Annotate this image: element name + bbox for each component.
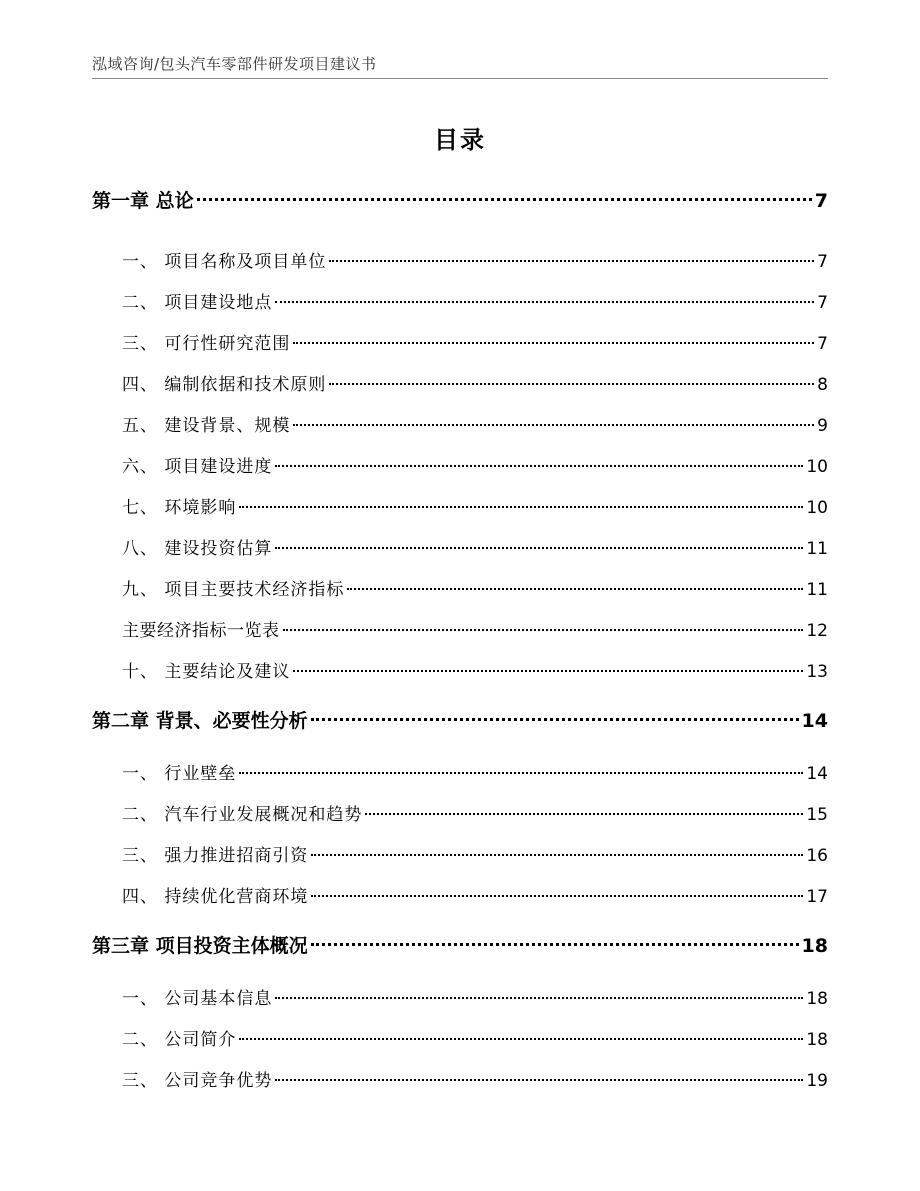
toc-leader-dots <box>329 260 814 262</box>
toc-entry-label: 三、 强力推进招商引资 <box>122 846 309 866</box>
toc-entry-label: 第一章 总论 <box>92 190 194 212</box>
toc-entry-label: 一、 项目名称及项目单位 <box>122 252 327 272</box>
toc-leader-dots <box>311 943 799 946</box>
toc-leader-dots <box>293 342 814 344</box>
toc-page-number: 18 <box>801 935 828 957</box>
toc-page-number: 10 <box>806 457 828 477</box>
toc-page-number: 13 <box>806 662 828 682</box>
header-divider <box>92 78 828 79</box>
toc-chapter-3[interactable] <box>92 931 828 958</box>
toc-page-number: 7 <box>814 190 828 212</box>
toc-leader-dots <box>275 547 803 549</box>
running-header: 泓域咨询/包头汽车零部件研发项目建议书 <box>92 55 377 73</box>
toc-entry-label: 主要经济指标一览表 <box>122 621 280 641</box>
toc-page-number: 19 <box>806 1071 828 1091</box>
toc-entry-label: 第三章 项目投资主体概况 <box>92 935 308 957</box>
toc-section[interactable] <box>92 882 828 907</box>
toc-entry-label: 九、 项目主要技术经济指标 <box>122 580 345 600</box>
toc-leader-dots <box>329 383 814 385</box>
toc-leader-dots <box>275 1079 803 1081</box>
toc-page-number: 7 <box>817 252 828 272</box>
toc-leader-dots <box>283 629 804 631</box>
toc-page-number: 7 <box>817 334 828 354</box>
toc-page-number: 10 <box>806 498 828 518</box>
toc-leader-dots <box>347 588 803 590</box>
toc-leader-dots <box>311 895 803 897</box>
toc-entry-label: 五、 建设背景、规模 <box>122 416 291 436</box>
toc-section[interactable] <box>92 411 828 436</box>
toc-page-number: 18 <box>806 1030 828 1050</box>
toc-leader-dots <box>239 506 803 508</box>
toc-chapter-2[interactable] <box>92 706 828 733</box>
toc-section[interactable] <box>92 984 828 1009</box>
toc-leader-dots <box>293 670 803 672</box>
toc-section[interactable] <box>92 616 828 641</box>
toc-page-number: 16 <box>806 846 828 866</box>
toc-section[interactable] <box>92 288 828 313</box>
toc-section[interactable] <box>92 370 828 395</box>
toc-leader-dots <box>311 718 799 721</box>
toc-entry-label: 七、 环境影响 <box>122 498 237 518</box>
toc-page-number: 7 <box>817 293 828 313</box>
toc-page-number: 15 <box>806 805 828 825</box>
toc-section[interactable] <box>92 247 828 272</box>
toc-entry-label: 一、 公司基本信息 <box>122 989 273 1009</box>
toc-leader-dots <box>197 198 812 201</box>
toc-leader-dots <box>311 854 803 856</box>
toc-entry-label: 二、 公司简介 <box>122 1030 237 1050</box>
toc-page-number: 8 <box>817 375 828 395</box>
toc-leader-dots <box>365 813 803 815</box>
toc-entry-label: 第二章 背景、必要性分析 <box>92 710 308 732</box>
toc-entry-label: 一、 行业壁垒 <box>122 764 237 784</box>
toc-entry-label: 二、 汽车行业发展概况和趋势 <box>122 805 363 825</box>
toc-section[interactable] <box>92 534 828 559</box>
toc-page-number: 12 <box>806 621 828 641</box>
toc-section[interactable] <box>92 575 828 600</box>
toc-chapter-1[interactable] <box>92 186 828 213</box>
toc-leader-dots <box>293 424 814 426</box>
toc-section[interactable] <box>92 841 828 866</box>
toc-section[interactable] <box>92 1066 828 1091</box>
page-title: 目录 <box>434 126 486 154</box>
toc-leader-dots <box>275 301 814 303</box>
toc-section[interactable] <box>92 800 828 825</box>
toc-entry-label: 八、 建设投资估算 <box>122 539 273 559</box>
toc-leader-dots <box>239 1038 803 1040</box>
toc-entry-label: 十、 主要结论及建议 <box>122 662 291 682</box>
toc-section[interactable] <box>92 657 828 682</box>
toc-entry-label: 二、 项目建设地点 <box>122 293 273 313</box>
toc-entry-label: 四、 持续优化营商环境 <box>122 887 309 907</box>
toc-page-number: 18 <box>806 989 828 1009</box>
toc-section[interactable] <box>92 759 828 784</box>
toc-page-number: 17 <box>806 887 828 907</box>
toc-section[interactable] <box>92 1025 828 1050</box>
toc-page-number: 14 <box>806 764 828 784</box>
toc-page-number: 14 <box>801 710 828 732</box>
toc-leader-dots <box>275 997 803 999</box>
toc-entry-label: 三、 可行性研究范围 <box>122 334 291 354</box>
toc-entry-label: 六、 项目建设进度 <box>122 457 273 477</box>
toc-page-number: 11 <box>806 539 828 559</box>
toc-page-number: 9 <box>817 416 828 436</box>
toc-entry-label: 四、 编制依据和技术原则 <box>122 375 327 395</box>
toc-section[interactable] <box>92 329 828 354</box>
toc-entry-label: 三、 公司竞争优势 <box>122 1071 273 1091</box>
toc-section[interactable] <box>92 452 828 477</box>
toc-page-number: 11 <box>806 580 828 600</box>
toc-section[interactable] <box>92 493 828 518</box>
toc-leader-dots <box>239 772 803 774</box>
toc-leader-dots <box>275 465 803 467</box>
